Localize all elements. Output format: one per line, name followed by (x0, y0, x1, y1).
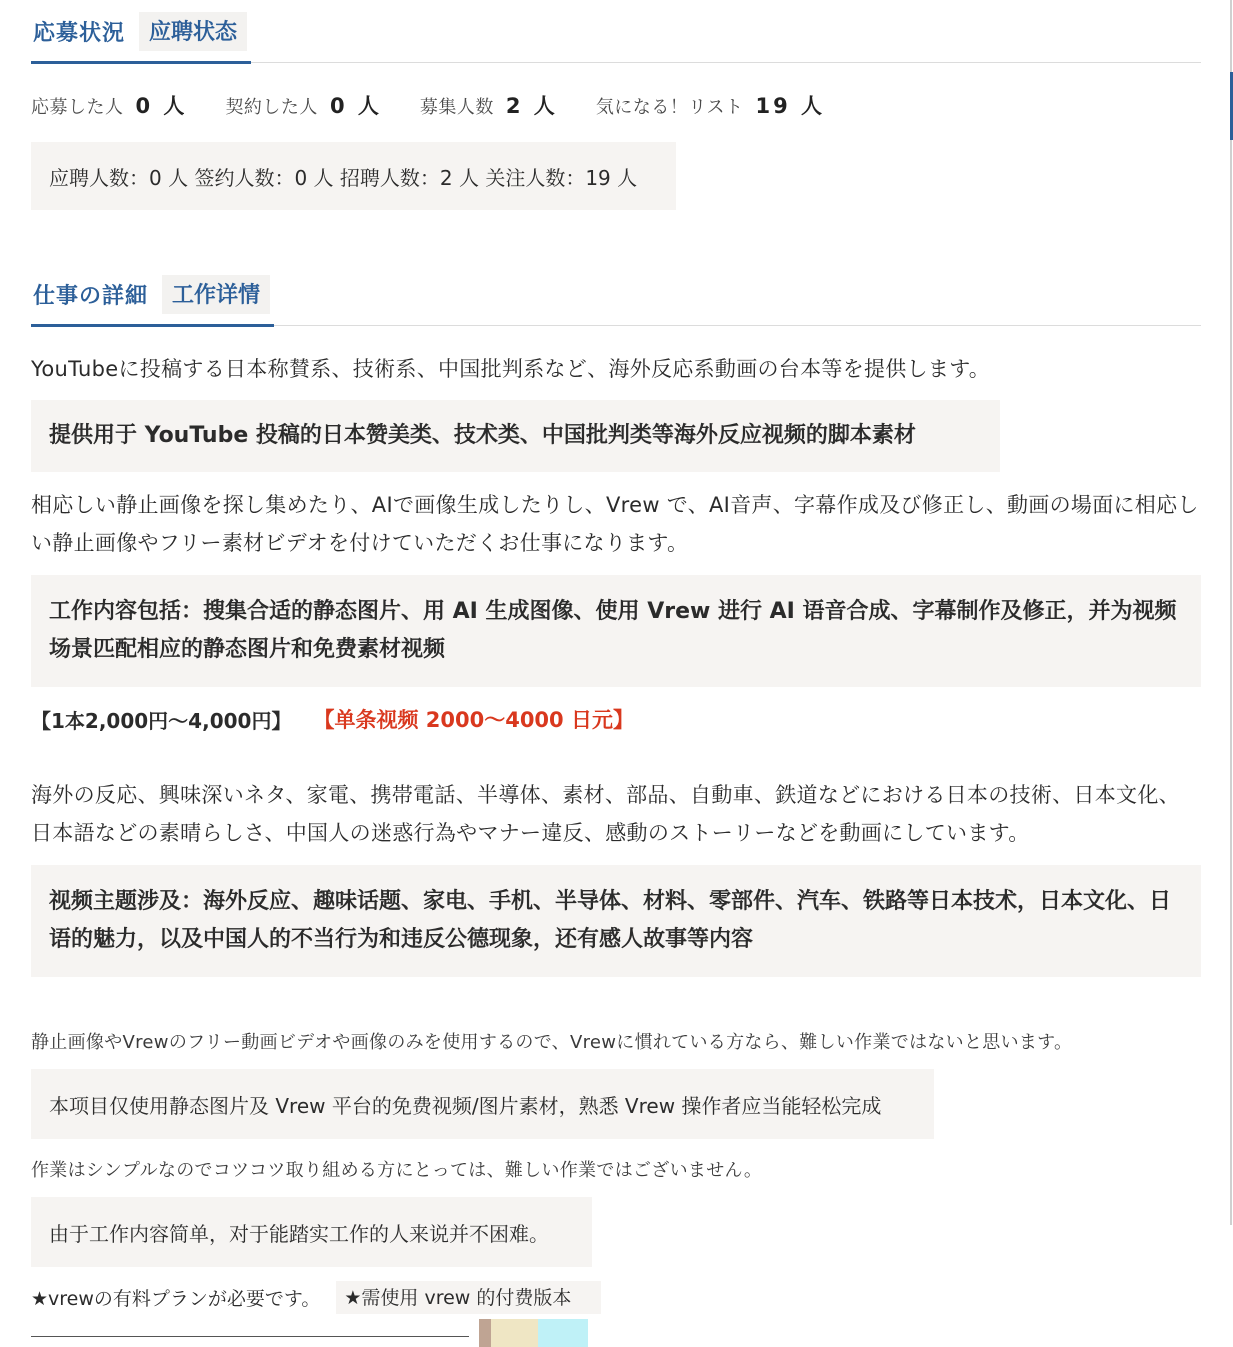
detail-paragraph-1-jp: YouTubeに投稿する日本称賛系、技術系、中国批判系など、海外反応系動画の台本等を提供します。 (31, 357, 991, 381)
detail-paragraph-5-jp: 作業はシンプルなのでコツコツ取り組める方にとっては、難しい作業ではございません。 (31, 1160, 763, 1181)
stat-label: 気になる！リスト (595, 97, 744, 118)
detail-heading-tab (31, 275, 274, 327)
stat-value: 0 人 (329, 94, 382, 118)
status-heading-cn: 应聘状态 (139, 12, 247, 51)
stat-contracted (225, 90, 381, 120)
image-fragment (491, 1319, 541, 1347)
stat-applied (31, 90, 187, 120)
detail-section-heading (31, 263, 1201, 326)
page-scroll-edge (1230, 0, 1232, 1225)
stat-value: 19 人 (755, 94, 825, 118)
stat-watchlist (596, 90, 825, 120)
plan-requirement-row (31, 1281, 601, 1314)
status-heading-tab (31, 12, 251, 64)
price-jp: 【1本2,000円～4,000円】 (31, 708, 292, 733)
divider-line (31, 1336, 469, 1337)
status-section-heading (31, 0, 1201, 63)
detail-paragraph-1-cn: 提供用于 YouTube 投稿的日本赞美类、技术类、中国批判类等海外反应视频的脚本素材 (31, 400, 1000, 472)
image-fragment (538, 1319, 588, 1347)
plan-requirement-cn: ★需使用 vrew 的付费版本 (336, 1281, 601, 1314)
detail-paragraph-4-jp: 静止画像やVrewのフリー動画ビデオや画像のみを使用するので、Vrewに慣れている方なら、難しい作業ではないと思います。 (31, 1032, 1073, 1053)
status-heading-jp: 応募状況 (33, 21, 126, 46)
detail-heading-cn: 工作详情 (162, 275, 270, 314)
stat-value: 2 人 (505, 94, 558, 118)
stats-translation-box: 应聘人数：0 人 签约人数：0 人 招聘人数：2 人 关注人数：19 人 (31, 142, 676, 210)
detail-paragraph-3-jp: 海外の反応、興味深いネタ、家電、携帯電話、半導体、素材、部品、自動車、鉄道などにおける日本の技術、日本文化、日本語などの素晴らしさ、中国人の迷惑行為やマナー違反、感動のストーリーなどを動画にしています。 (31, 783, 1180, 845)
plan-requirement-jp: ★vrewの有料プランが必要です。 (31, 1288, 321, 1310)
stat-label: 契約した人 (225, 97, 318, 118)
stat-label: 応募した人 (31, 97, 124, 118)
detail-paragraph-3-cn: 视频主题涉及：海外反应、趣味话题、家电、手机、半导体、材料、零部件、汽车、铁路等日本技术，日本文化、日语的魅力，以及中国人的不当行为和违反公德现象，还有感人故事等内容 (31, 865, 1201, 977)
detail-paragraph-2-cn: 工作内容包括：搜集合适的静态图片、用 AI 生成图像、使用 Vrew 进行 AI 语音合成、字幕制作及修正，并为视频场景匹配相应的静态图片和免费素材视频 (31, 575, 1201, 687)
detail-heading-jp: 仕事の詳細 (33, 284, 149, 309)
stat-label: 募集人数 (419, 97, 494, 118)
detail-paragraph-4-cn: 本项目仅使用静态图片及 Vrew 平台的免费视频/图片素材，熟悉 Vrew 操作者应当能轻松完成 (31, 1069, 934, 1139)
stats-row (31, 90, 863, 120)
detail-paragraph-5-cn: 由于工作内容简单，对于能踏实工作的人来说并不困难。 (31, 1197, 592, 1267)
detail-paragraph-2-jp: 相応しい静止画像を探し集めたり、AIで画像生成したりし、Vrew で、AI音声、字幕作成及び修正し、動画の場面に相応しい静止画像やフリー素材ビデオを付けていただくお仕事になります。 (31, 493, 1199, 555)
price-row (31, 704, 634, 734)
stat-value: 0 人 (135, 94, 188, 118)
stat-recruiting (420, 90, 558, 120)
price-cn: 【单条视频 2000～4000 日元】 (313, 708, 634, 732)
